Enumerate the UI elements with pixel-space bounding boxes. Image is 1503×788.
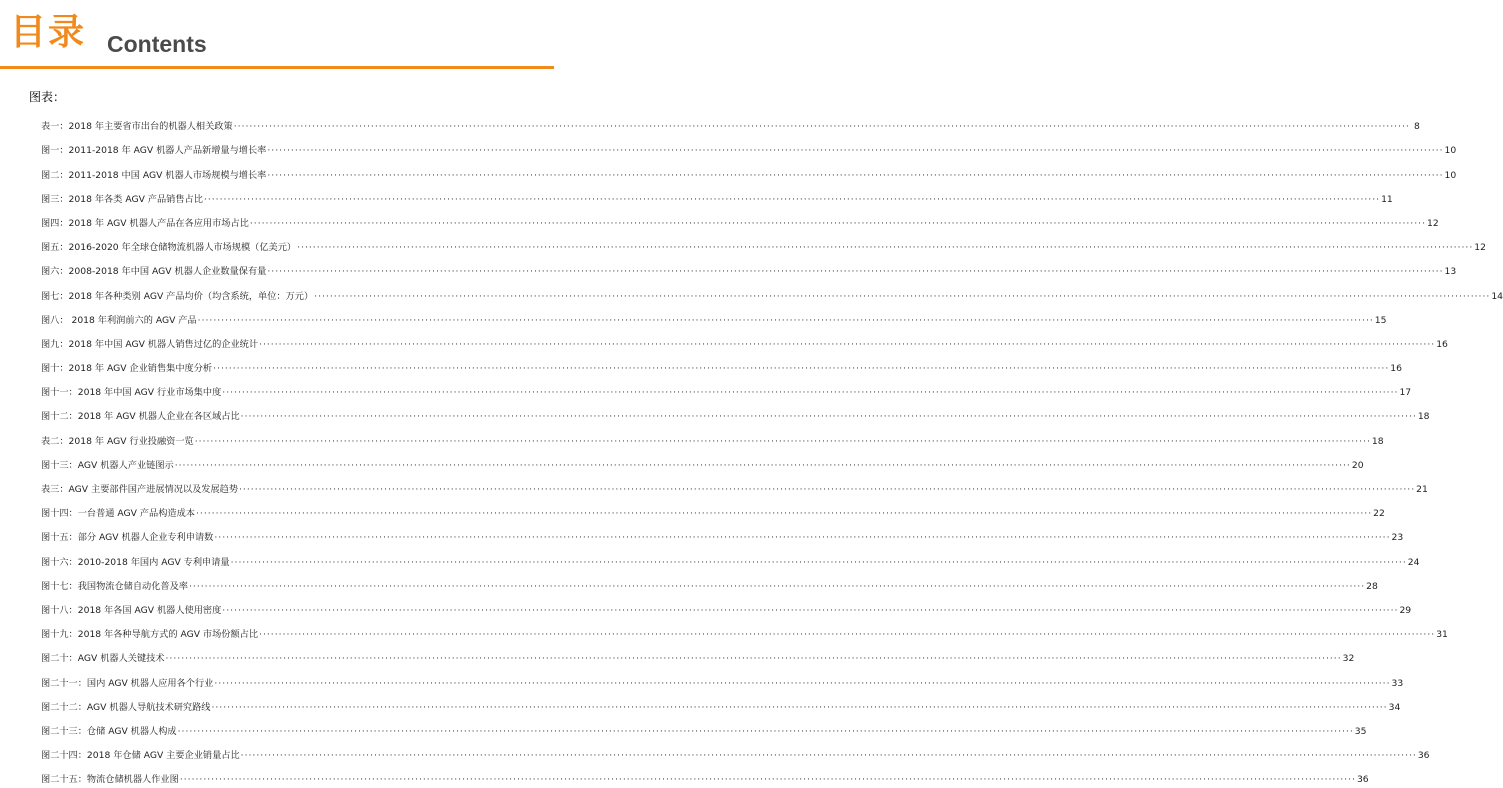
toc-leader-dots: ············································································································································································································································································································ <box>259 629 1436 641</box>
toc-entry-title: 图二十三：仓储 AGV 机器人构成 <box>41 725 177 737</box>
toc-entry-page: 28 <box>1366 580 1378 592</box>
toc-leader-dots: ············································································································································································································································································································ <box>259 338 1436 350</box>
title-chinese: 目录 <box>10 12 87 53</box>
toc-entry-page: 11 <box>1381 193 1393 205</box>
table-of-contents <box>41 109 1503 786</box>
toc-entry[interactable] <box>41 157 1457 181</box>
toc-entry-title: 图三：2018 年各类 AGV 产品销售占比 <box>41 193 203 205</box>
toc-leader-dots: ············································································································································································································································································································ <box>189 580 1366 592</box>
toc-entry-title: 图十八：2018 年各国 AGV 机器人使用密度 <box>41 604 222 616</box>
toc-entry[interactable] <box>41 496 1385 520</box>
toc-entry-page: 17 <box>1399 387 1412 399</box>
toc-leader-dots: ············································································································································································································································································································ <box>240 750 1417 762</box>
toc-entry[interactable] <box>41 569 1378 593</box>
toc-entry-title: 表一：2018 年主要省市出台的机器人相关政策 <box>41 121 233 133</box>
toc-entry-title: 图十：2018 年 AGV 企业销售集中度分析 <box>41 363 213 375</box>
toc-entry[interactable] <box>41 206 1439 230</box>
toc-entry-page: 18 <box>1371 435 1384 447</box>
toc-entry-title: 图二十：AGV 机器人关键技术 <box>41 653 165 665</box>
toc-entry[interactable] <box>41 303 1387 327</box>
toc-leader-dots: ············································································································································································································································································································ <box>267 266 1444 278</box>
toc-entry-title: 图二十五：物流仓储机器人作业图 <box>41 774 179 786</box>
toc-entry-page: 36 <box>1356 774 1369 786</box>
toc-leader-dots: ············································································································································································································································································································ <box>222 387 1399 399</box>
toc-leader-dots: ············································································································································································································································································································ <box>267 145 1444 157</box>
toc-leader-dots: ············································································································································································································································································································ <box>222 604 1399 616</box>
toc-entry[interactable] <box>41 230 1486 254</box>
toc-entry[interactable] <box>41 762 1369 786</box>
toc-entry-title: 图二十一：国内 AGV 机器人应用各个行业 <box>41 677 214 689</box>
toc-leader-dots: ············································································································································································································································································································ <box>165 653 1342 665</box>
toc-entry[interactable] <box>41 665 1404 689</box>
toc-entry-page: 12 <box>1474 242 1486 254</box>
toc-entry-page: 14 <box>1491 290 1503 302</box>
toc-entry-title: 表三：AGV 主要部件国产进展情况以及发展趋势 <box>41 484 239 495</box>
toc-leader-dots: ············································································································································································································································································································ <box>249 217 1426 229</box>
toc-entry-title: 图十七：我国物流仓储自动化普及率 <box>41 580 188 592</box>
toc-entry[interactable] <box>41 690 1401 714</box>
toc-leader-dots: ············································································································································································································································································································ <box>214 677 1391 689</box>
toc-leader-dots: ············································································································································································································································································································ <box>233 121 1410 133</box>
toc-entry[interactable] <box>41 375 1412 399</box>
toc-entry-title: 图八： 2018 年利润前六的 AGV 产品 <box>41 314 197 326</box>
toc-entry-title: 图五：2016-2020 年全球仓储物流机器人市场规模（亿美元） <box>41 242 297 254</box>
toc-entry-page: 24 <box>1407 556 1420 568</box>
toc-entry-page: 36 <box>1417 750 1430 762</box>
toc-leader-dots: ············································································································································································································································································································ <box>297 242 1474 254</box>
toc-leader-dots: ············································································································································································································································································································ <box>230 556 1407 568</box>
toc-entry-page: 29 <box>1399 604 1412 616</box>
toc-entry-page: 22 <box>1373 508 1385 520</box>
toc-entry-page: 16 <box>1436 338 1448 350</box>
page-header <box>0 0 554 69</box>
toc-entry[interactable] <box>41 641 1355 665</box>
toc-leader-dots: ············································································································································································································································································································ <box>314 290 1491 302</box>
toc-entry-title: 图十九：2018 年各种导航方式的 AGV 市场份额占比 <box>41 629 259 641</box>
toc-leader-dots: ············································································································································································································································································································ <box>197 314 1374 326</box>
toc-leader-dots: ············································································································································································································································································································ <box>196 508 1373 520</box>
toc-entry-title: 表二：2018 年 AGV 行业投融资一览 <box>41 435 194 447</box>
toc-entry[interactable] <box>41 254 1457 278</box>
toc-entry[interactable] <box>41 399 1430 423</box>
toc-entry-page: 23 <box>1391 532 1404 544</box>
toc-entry-page: 32 <box>1342 653 1355 665</box>
toc-entry-title: 图七：2018 年各种类别 AGV 产品均价（均含系统，单位：万元） <box>41 290 314 302</box>
toc-entry-title: 图十二：2018 年 AGV 机器人企业在各区域占比 <box>41 411 240 423</box>
toc-leader-dots: ············································································································································································································································································································ <box>177 725 1354 737</box>
toc-entry[interactable] <box>41 520 1404 544</box>
toc-entry-page: 12 <box>1427 217 1439 229</box>
toc-entry[interactable] <box>41 448 1364 472</box>
toc-entry-page: 18 <box>1417 411 1430 423</box>
toc-leader-dots: ············································································································································································································································································································ <box>174 459 1351 471</box>
toc-leader-dots: ············································································································································································································································································································ <box>203 193 1381 205</box>
toc-entry-title: 图六：2008-2018 年中国 AGV 机器人企业数量保有量 <box>41 266 267 278</box>
toc-entry[interactable] <box>41 327 1448 351</box>
toc-entry-title: 图十五：部分 AGV 机器人企业专利申请数 <box>41 532 214 544</box>
toc-entry-page: 34 <box>1388 701 1401 713</box>
toc-entry-title: 图四：2018 年 AGV 机器人产品在各应用市场占比 <box>41 217 249 229</box>
toc-entry[interactable] <box>41 544 1420 568</box>
title-english: Contents <box>107 31 207 57</box>
toc-entry-title: 图二十二：AGV 机器人导航技术研究路线 <box>41 701 211 713</box>
toc-entry-title: 图二十四：2018 年仓储 AGV 主要企业销量占比 <box>41 750 240 762</box>
toc-entry[interactable] <box>41 714 1367 738</box>
section-label: 图表： <box>29 90 66 104</box>
toc-leader-dots: ············································································································································································································································································································ <box>213 363 1390 375</box>
toc-entry-page: 16 <box>1390 363 1402 375</box>
toc-entry-page: 15 <box>1374 314 1387 326</box>
toc-entry-page: 31 <box>1436 629 1448 641</box>
toc-entry-title: 图十四：一台普通 AGV 产品构造成本 <box>41 508 195 520</box>
toc-leader-dots: ············································································································································································································································································································ <box>179 774 1356 786</box>
toc-entry-title: 图十六：2010-2018 年国内 AGV 专利申请量 <box>41 556 230 568</box>
toc-entry[interactable] <box>41 738 1430 762</box>
toc-leader-dots: ············································································································································································································································································································ <box>211 701 1388 713</box>
toc-entry-page: 33 <box>1391 677 1404 689</box>
toc-entry[interactable] <box>41 133 1457 157</box>
toc-entry-page: 10 <box>1444 169 1457 181</box>
toc-entry-page: 8 <box>1413 121 1420 133</box>
toc-entry[interactable] <box>41 351 1402 375</box>
toc-leader-dots: ············································································································································································································································································································ <box>240 411 1417 423</box>
toc-entry-title: 图十一：2018 年中国 AGV 行业市场集中度 <box>41 387 222 399</box>
toc-entry[interactable] <box>41 182 1393 206</box>
toc-entry-page: 20 <box>1351 459 1364 471</box>
toc-entry[interactable] <box>41 423 1384 447</box>
toc-entry-page: 21 <box>1416 484 1428 495</box>
toc-entry-page: 35 <box>1354 725 1367 737</box>
toc-entry-page: 13 <box>1444 266 1457 278</box>
toc-leader-dots: ············································································································································································································································································································ <box>194 435 1371 447</box>
toc-leader-dots: ············································································································································································································································································································ <box>214 532 1391 544</box>
toc-entry[interactable] <box>41 278 1503 302</box>
toc-entry[interactable] <box>41 109 1420 133</box>
toc-leader-dots: ············································································································································································································································································································ <box>239 484 1416 495</box>
toc-entry[interactable] <box>41 593 1412 617</box>
toc-entry-title: 图二：2011-2018 中国 AGV 机器人市场规模与增长率 <box>41 169 267 181</box>
toc-entry-page: 10 <box>1444 145 1457 157</box>
toc-entry[interactable] <box>41 472 1428 496</box>
toc-entry[interactable] <box>41 617 1448 641</box>
toc-entry-title: 图十三：AGV 机器人产业链图示 <box>41 459 174 471</box>
toc-entry-title: 图九：2018 年中国 AGV 机器人销售过亿的企业统计 <box>41 338 259 350</box>
toc-entry-title: 图一：2011-2018 年 AGV 机器人产品新增量与增长率 <box>41 145 267 157</box>
toc-leader-dots: ············································································································································································································································································································ <box>267 169 1444 181</box>
